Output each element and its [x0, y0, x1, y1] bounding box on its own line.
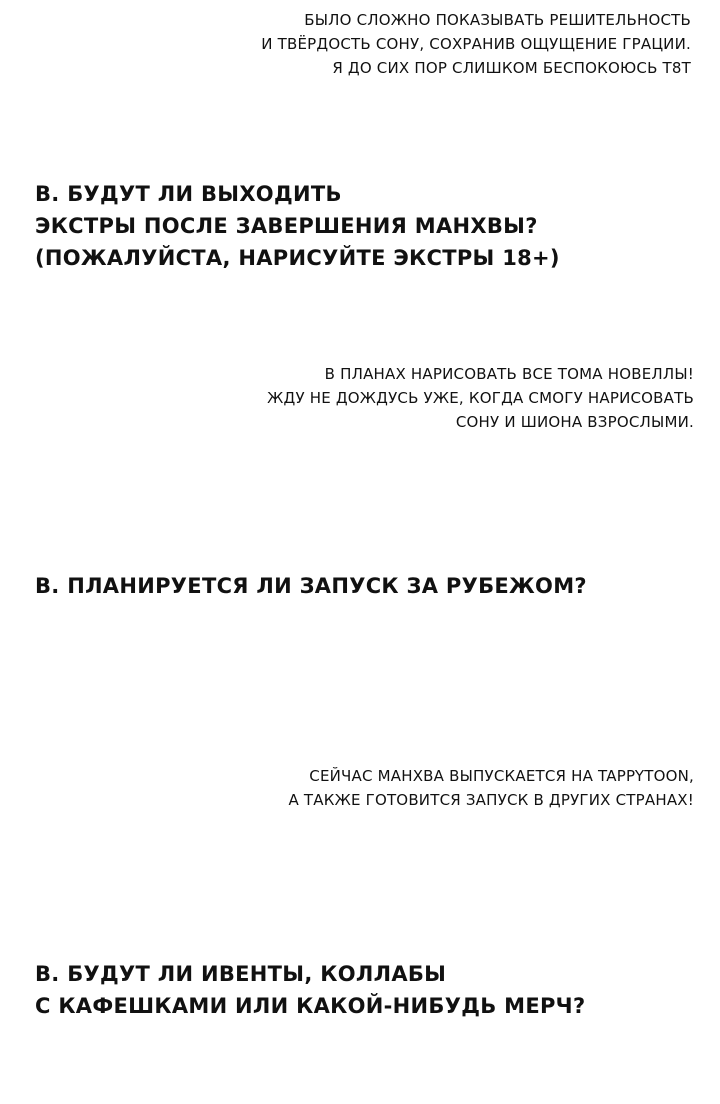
- question-line: В. ПЛАНИРУЕТСЯ ЛИ ЗАПУСК ЗА РУБЕЖОМ?: [35, 574, 587, 598]
- answer-text-block: [288, 764, 694, 812]
- answer-line: СОНУ И ШИОНА ВЗРОСЛЫМИ.: [455, 413, 694, 431]
- answer-line: СЕЙЧАС МАНХВА ВЫПУСКАЕТСЯ НА TAPPYTOON,: [309, 767, 694, 785]
- question-line: ЭКСТРЫ ПОСЛЕ ЗАВЕРШЕНИЯ МАНХВЫ?: [35, 214, 538, 238]
- question-text-block: [35, 958, 585, 1022]
- answer-text-block: [261, 8, 691, 80]
- answer-line: А ТАКЖЕ ГОТОВИТСЯ ЗАПУСК В ДРУГИХ СТРАНАХ!: [288, 791, 694, 809]
- question-line: В. БУДУТ ЛИ ИВЕНТЫ, КОЛЛАБЫ: [35, 962, 447, 986]
- question-line: В. БУДУТ ЛИ ВЫХОДИТЬ: [35, 182, 342, 206]
- answer-line: ЖДУ НЕ ДОЖДУСЬ УЖЕ, КОГДА СМОГУ НАРИСОВАТЬ: [267, 389, 694, 407]
- answer-line: БЫЛО СЛОЖНО ПОКАЗЫВАТЬ РЕШИТЕЛЬНОСТЬ: [304, 11, 691, 29]
- answer-line: Я ДО СИХ ПОР СЛИШКОМ БЕСПОКОЮСЬ Т8Т: [332, 59, 691, 77]
- answer-text-block: [267, 362, 694, 434]
- answer-line: В ПЛАНАХ НАРИСОВАТЬ ВСЕ ТОМА НОВЕЛЛЫ!: [324, 365, 694, 383]
- question-text-block: [35, 570, 587, 602]
- question-text-block: [35, 178, 560, 274]
- answer-line: И ТВЁРДОСТЬ СОНУ, СОХРАНИВ ОЩУЩЕНИЕ ГРАЦИИ.: [261, 35, 691, 53]
- question-line: С КАФЕШКАМИ ИЛИ КАКОЙ-НИБУДЬ МЕРЧ?: [35, 994, 586, 1018]
- question-line: (ПОЖАЛУЙСТА, НАРИСУЙТЕ ЭКСТРЫ 18+): [35, 246, 560, 270]
